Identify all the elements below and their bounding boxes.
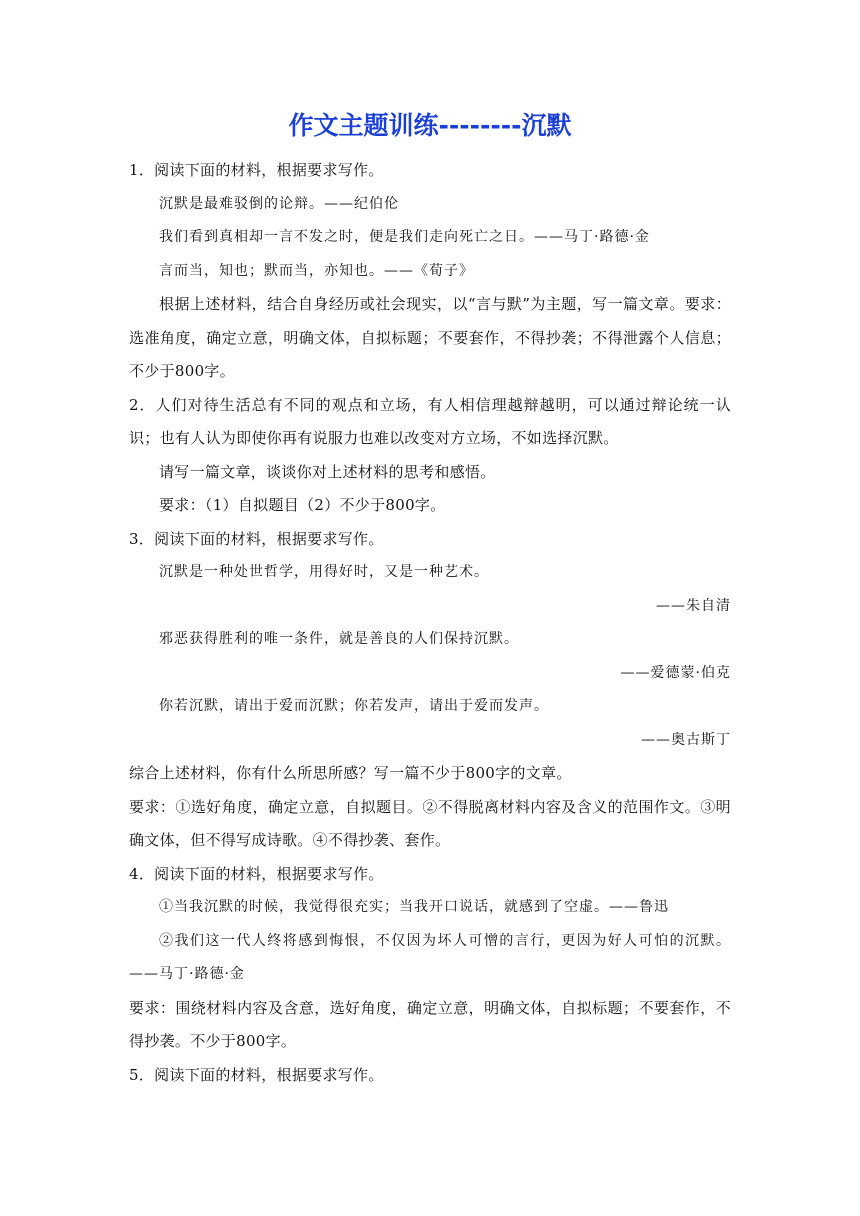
q2-head: 2．人们对待生活总有不同的观点和立场，有人相信理越辩越明，可以通过辩论统一认识；也有人认为即使你再有说服力也难以改变对方立场，不如选择沉默。 (129, 395, 731, 447)
q2-task: 请写一篇文章，谈谈你对上述材料的思考和感悟。 (159, 462, 496, 481)
document-body (129, 154, 731, 1092)
q1-quote-1: 沉默是最难驳倒的论辩。——纪伯伦 (159, 195, 399, 212)
q1-requirement: 根据上述材料，结合自身经历或社会现实，以“言与默”为主题，写一篇文章。要求：选准角度，确定立意，明确文体，自拟标题；不要套作，不得抄袭；不得泄露个人信息；不少于800字。 (129, 295, 731, 380)
q5-head: 5．阅读下面的材料，根据要求写作。 (129, 1065, 384, 1084)
q3-author-2: ——爱德蒙·伯克 (620, 664, 731, 681)
q3-author-3: ——奥古斯丁 (641, 731, 731, 748)
q1-head: 1．阅读下面的材料，根据要求写作。 (129, 161, 384, 179)
q1-quote-3: 言而当，知也；默而当，亦知也。——《荀子》 (159, 262, 474, 279)
q3-quote-2: 邪恶获得胜利的唯一条件，就是善良的人们保持沉默。 (159, 631, 519, 647)
q3-head: 3．阅读下面的材料，根据要求写作。 (129, 529, 384, 548)
q3-task: 综合上述材料，你有什么所思所感？写一篇不少于800字的文章。 (129, 764, 572, 782)
q2-requirement: 要求：（1）自拟题目（2）不少于800字。 (159, 496, 446, 514)
q3-requirement: 要求：①选好角度，确定立意，自拟题目。②不得脱离材料内容及含义的范围作文。③明确文体，但不得写成诗歌。④不得抄袭、套作。 (129, 797, 731, 849)
q3-author-1: ——朱自清 (656, 597, 731, 614)
q3-quote-3: 你若沉默，请出于爱而沉默；你若发声，请出于爱而发声。 (159, 698, 549, 714)
q4-quote-1: ①当我沉默的时候，我觉得很充实；当我开口说话，就感到了空虚。——鲁迅 (159, 899, 669, 915)
page-title: 作文主题训练--------沉默 (288, 111, 572, 140)
q4-requirement: 要求：围绕材料内容及含意，选好角度，确定立意，明确文体，自拟标题；不要套作，不得抄袭。不少于800字。 (129, 998, 731, 1050)
q3-quote-1: 沉默是一种处世哲学，用得好时，又是一种艺术。 (159, 564, 489, 580)
q4-quote-2: ②我们这一代人终将感到悔恨，不仅因为坏人可憎的言行，更因为好人可怕的沉默。——马丁·路德·金 (129, 932, 731, 982)
q4-head: 4．阅读下面的材料，根据要求写作。 (129, 864, 384, 883)
q1-quote-2: 我们看到真相却一言不发之时，便是我们走向死亡之日。——马丁·路德·金 (159, 229, 650, 245)
